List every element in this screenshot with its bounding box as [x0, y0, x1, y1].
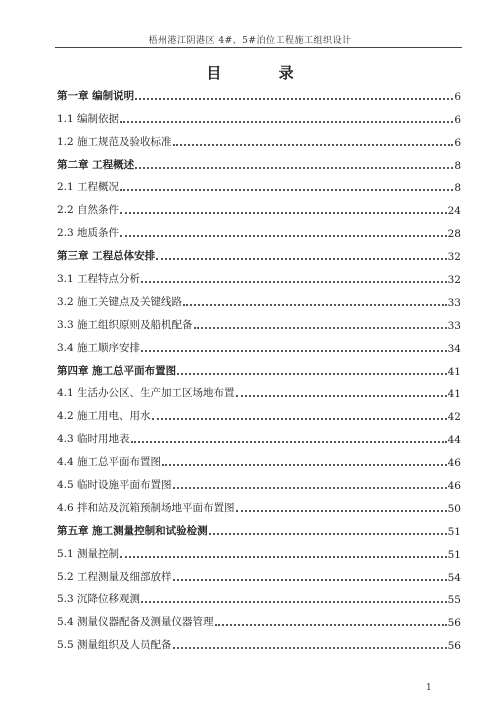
toc-entry-label: 5.5 测量组织及人员配备	[57, 639, 172, 652]
toc-entry-label: 4.5 临时设施平面布置图	[57, 479, 172, 492]
toc-entry-label: 2.1 工程概况	[57, 181, 120, 194]
toc-entry-page: 56	[447, 617, 461, 630]
dot-leader	[141, 350, 447, 352]
dot-leader	[131, 441, 447, 443]
toc-section-entry[interactable]	[57, 492, 461, 515]
toc-entry-page: 51	[447, 548, 461, 561]
toc-entry-page: 50	[447, 502, 461, 515]
toc-entry-label: 4.2 施工用电、用水	[57, 410, 151, 423]
toc-section-entry[interactable]	[57, 423, 461, 446]
page-header: 梧州港江阴港区 4#、5#泊位工程施工组织设计	[148, 36, 352, 46]
dot-leader	[183, 304, 447, 306]
toc-section-entry[interactable]	[57, 332, 461, 355]
toc-section-entry[interactable]	[57, 606, 461, 629]
dot-leader	[120, 235, 447, 237]
toc-entry-page: 41	[447, 388, 461, 401]
toc-section-entry[interactable]	[57, 561, 461, 584]
toc-entry-page: 51	[447, 525, 461, 538]
dot-leader	[236, 510, 447, 512]
toc-chapter-entry[interactable]	[57, 240, 461, 263]
toc-entry-label: 第二章 工程概述	[57, 158, 135, 171]
toc-section-entry[interactable]	[57, 103, 461, 126]
toc-section-entry[interactable]	[57, 538, 461, 561]
toc-entry-label: 5.4 测量仪器配备及测量仪器管理	[57, 616, 214, 629]
toc-entry-label: 第五章 施工测量控制和试验检测	[57, 524, 208, 537]
toc-section-entry[interactable]	[57, 309, 461, 332]
toc-entry-label: 3.1 工程特点分析	[57, 273, 141, 286]
dot-leader	[173, 647, 447, 649]
toc-chapter-entry[interactable]	[57, 355, 461, 378]
toc-entry-label: 1.1 编制依据	[57, 112, 120, 125]
toc-entry-label: 5.1 测量控制	[57, 547, 120, 560]
toc-entry-page: 42	[447, 411, 461, 424]
toc-entry-label: 5.2 工程测量及细部放样	[57, 570, 172, 583]
dot-leader	[236, 395, 447, 397]
dot-leader	[162, 464, 447, 466]
dot-leader	[135, 98, 453, 100]
dot-leader	[194, 327, 447, 329]
toc-chapter-entry[interactable]	[57, 515, 461, 538]
header-rule	[55, 47, 462, 48]
toc-entry-page: 8	[454, 182, 461, 195]
toc-entry-page: 46	[447, 457, 461, 470]
toc-entry-page: 54	[447, 571, 461, 584]
dot-leader	[156, 258, 446, 260]
toc-entry-label: 3.2 施工关键点及关键线路	[57, 295, 183, 308]
toc-entry-label: 4.6 拌和站及沉箱预制场地平面布置图	[57, 501, 235, 514]
page-number: 1	[426, 683, 432, 693]
toc-entry-page: 44	[447, 434, 461, 447]
toc-entry-page: 33	[447, 296, 461, 309]
toc-entry-page: 33	[447, 319, 461, 332]
dot-leader	[120, 556, 447, 558]
dot-leader	[215, 624, 447, 626]
toc-entry-page: 6	[454, 136, 461, 149]
toc-entry-label: 4.3 临时用地表	[57, 433, 130, 446]
toc-section-entry[interactable]	[57, 378, 461, 401]
dot-leader	[141, 281, 447, 283]
toc-section-entry[interactable]	[57, 446, 461, 469]
dot-leader	[173, 487, 447, 489]
toc-entry-page: 6	[454, 113, 461, 126]
toc-section-entry[interactable]	[57, 126, 461, 149]
toc-entry-page: 55	[447, 594, 461, 607]
toc-section-entry[interactable]	[57, 263, 461, 286]
toc-entry-label: 第三章 工程总体安排	[57, 250, 156, 263]
toc-section-entry[interactable]	[57, 172, 461, 195]
dot-leader	[177, 373, 446, 375]
toc-section-entry[interactable]	[57, 217, 461, 240]
toc-section-entry[interactable]	[57, 469, 461, 492]
toc-section-entry[interactable]	[57, 400, 461, 423]
toc-entry-label: 第一章 编制说明	[57, 89, 135, 102]
toc-entry-page: 32	[447, 251, 461, 264]
toc-entry-page: 46	[447, 480, 461, 493]
toc-entry-page: 32	[447, 274, 461, 287]
toc-entry-page: 24	[447, 205, 461, 218]
toc-entry-label: 1.2 施工规范及验收标准	[57, 135, 172, 148]
toc-entry-page: 56	[447, 640, 461, 653]
toc-section-entry[interactable]	[57, 629, 461, 652]
toc-section-entry[interactable]	[57, 194, 461, 217]
dot-leader	[120, 212, 447, 214]
toc-entry-label: 2.2 自然条件	[57, 204, 120, 217]
toc-chapter-entry[interactable]	[57, 80, 461, 103]
toc-entry-label: 3.3 施工组织原则及船机配备	[57, 318, 193, 331]
dot-leader	[209, 533, 447, 535]
toc-entry-label: 3.4 施工顺序安排	[57, 341, 141, 354]
toc-entry-label: 5.3 沉降位移观测	[57, 593, 141, 606]
dot-leader	[141, 601, 447, 603]
toc-entry-page: 41	[447, 365, 461, 378]
toc-entry-label: 4.1 生活办公区、生产加工区场地布置	[57, 387, 235, 400]
toc-entry-label: 4.4 施工总平面布置图	[57, 456, 162, 469]
toc-entry-label: 第四章 施工总平面布置图	[57, 364, 177, 377]
toc-title: 目 录	[206, 64, 320, 82]
toc-section-entry[interactable]	[57, 584, 461, 607]
dot-leader	[120, 121, 453, 123]
toc-entry-page: 8	[454, 159, 461, 172]
toc-entry-page: 28	[447, 228, 461, 241]
toc-entry-page: 6	[454, 90, 461, 103]
toc-chapter-entry[interactable]	[57, 149, 461, 172]
dot-leader	[135, 167, 453, 169]
toc-entry-page: 34	[447, 342, 461, 355]
dot-leader	[152, 418, 447, 420]
table-of-contents	[57, 80, 461, 652]
toc-entry-label: 2.3 地质条件	[57, 227, 120, 240]
toc-section-entry[interactable]	[57, 286, 461, 309]
dot-leader	[173, 144, 454, 146]
dot-leader	[120, 189, 453, 191]
dot-leader	[173, 579, 447, 581]
